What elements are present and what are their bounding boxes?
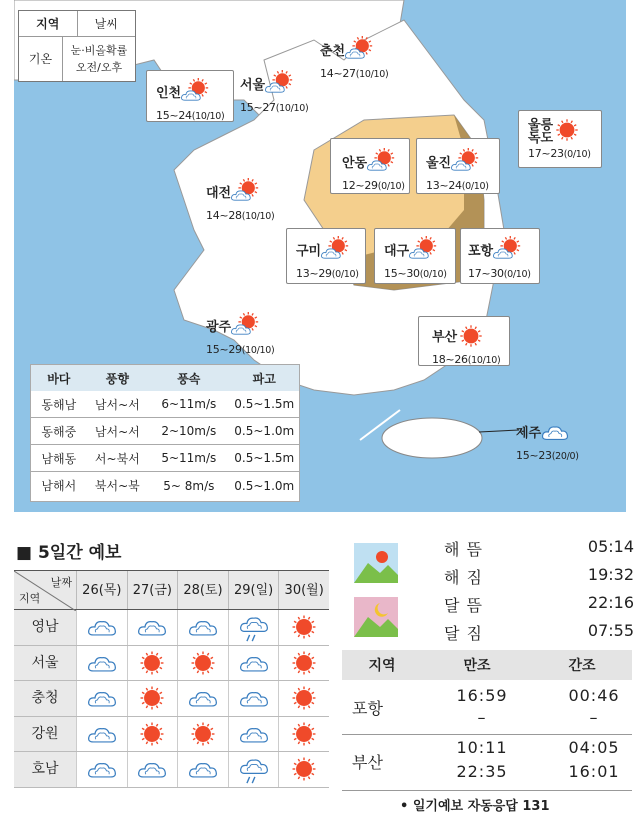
cloud-icon <box>177 752 228 787</box>
sun-icon <box>278 681 329 716</box>
forecast-day: 28(토) <box>177 571 228 609</box>
city-temp: 15~27(10/10) <box>240 101 309 114</box>
city-name: 구미 <box>296 244 322 259</box>
sun-icon <box>553 116 581 147</box>
sun-cloud-icon <box>409 236 437 267</box>
forecast-region: 충청 <box>14 681 76 716</box>
jeju-island <box>382 418 482 458</box>
cloud-icon <box>76 646 127 681</box>
city-label <box>426 148 489 193</box>
city-name: 안동 <box>342 156 368 171</box>
cloud-icon <box>76 752 127 787</box>
forecast-rows <box>14 610 329 788</box>
sun-cloud-icon <box>231 312 259 343</box>
sun-icon <box>127 681 178 716</box>
cloud-icon <box>76 681 127 716</box>
sunrise-time: 05:14 <box>587 537 634 556</box>
city-temp: 17~23(0/10) <box>528 147 591 160</box>
city-name: 대전 <box>206 186 232 201</box>
legend-precip-label: 눈·비올확률 <box>70 44 128 57</box>
rain-icon <box>228 610 279 645</box>
city-temp: 15~30(0/10) <box>384 267 447 280</box>
sun-icon <box>278 646 329 681</box>
legend-region-label: 지역 <box>19 11 78 36</box>
city-name: 제주 <box>516 426 542 441</box>
sun-cloud-icon <box>451 148 479 179</box>
city-temp: 13~24(0/10) <box>426 179 489 192</box>
footer-hotline: • 일기예보 자동응답 131 <box>400 799 550 814</box>
sunrise-label: 해 뜸 <box>444 540 483 559</box>
legend-temp-label: 기온 <box>19 37 63 81</box>
legend-weather-label: 날씨 <box>94 17 118 31</box>
city-name: 광주 <box>206 320 232 335</box>
city-name: 부산 <box>432 330 458 345</box>
city-label <box>516 418 579 463</box>
sun-cloud-icon <box>367 148 395 179</box>
tide-header-region: 지역 <box>368 658 396 674</box>
legend-ampm-label: 오전/오후 <box>75 61 123 74</box>
city-label <box>342 148 405 193</box>
sun-icon <box>177 717 228 752</box>
tide-loc-busan: 부산 <box>352 753 383 772</box>
city-label <box>240 70 308 115</box>
tide-header-low: 간조 <box>568 658 596 674</box>
sea-table-header <box>31 365 299 391</box>
sun-cloud-icon <box>231 178 259 209</box>
city-temp: 14~27(10/10) <box>320 67 389 80</box>
forecast-day: 30(월) <box>278 571 329 609</box>
city-temp: 15~24(10/10) <box>156 109 225 122</box>
city-label <box>206 178 274 223</box>
cloud-icon <box>177 681 228 716</box>
sun-icon <box>278 610 329 645</box>
forecast-header <box>14 570 329 610</box>
cloud-icon <box>76 610 127 645</box>
city-label <box>468 236 531 281</box>
cloud-icon <box>127 752 178 787</box>
forecast-corner <box>14 571 76 609</box>
forecast-row <box>14 610 329 646</box>
city-temp: 18~26(10/10) <box>432 353 501 366</box>
sun-cloud-icon <box>345 36 373 67</box>
sun-icon <box>457 322 485 353</box>
sunset-label: 해 짐 <box>444 568 483 587</box>
city-label <box>432 322 500 367</box>
sea-header-wind-dir: 풍향 <box>105 371 129 386</box>
sun-icon <box>278 717 329 752</box>
sea-header-sea: 바다 <box>47 371 71 386</box>
cloud-icon <box>228 717 279 752</box>
city-label <box>384 236 447 281</box>
forecast-day: 26(목) <box>76 571 127 609</box>
forecast-row <box>14 752 329 788</box>
city-name: 춘천 <box>320 44 346 59</box>
map-legend <box>18 10 136 82</box>
city-label <box>206 312 274 357</box>
city-temp: 13~29(0/10) <box>296 267 359 280</box>
sea-row: 동해남 남서~서 6~11m/s 0.5~1.5m <box>31 391 299 418</box>
sunrise-scene-icon <box>354 543 398 583</box>
city-label <box>320 36 388 81</box>
city-name: 대구 <box>384 244 410 259</box>
moonset-label: 달 짐 <box>444 624 483 643</box>
tide-loc-pohang: 포항 <box>352 699 383 718</box>
city-name: 인천 <box>156 86 182 101</box>
cloud-icon <box>541 418 569 449</box>
city-name: 울릉 독도 <box>528 117 554 146</box>
forecast-day: 29(일) <box>228 571 279 609</box>
tide-divider <box>342 734 632 735</box>
city-temp: 12~29(0/10) <box>342 179 405 192</box>
sea-row: 동해중 남서~서 2~10m/s 0.5~1.0m <box>31 418 299 445</box>
forecast-row <box>14 717 329 753</box>
forecast-title: ■ 5일간 예보 <box>16 543 122 563</box>
sun-icon <box>278 752 329 787</box>
sunset-time: 19:32 <box>587 565 634 584</box>
sun-cloud-icon <box>181 78 209 109</box>
moonrise-label: 달 뜸 <box>444 596 483 615</box>
forecast-region: 강원 <box>14 717 76 752</box>
moonrise-time: 22:16 <box>587 593 634 612</box>
sun-cloud-icon <box>321 236 349 267</box>
city-label <box>156 78 224 123</box>
tide-table: 지역 만조 간조 포항 16:59 – 00:46 – 부산 10:11 22:35 04:05 16:01 <box>342 650 632 790</box>
cloud-icon <box>76 717 127 752</box>
cloud-icon <box>177 610 228 645</box>
tide-header-high: 만조 <box>463 658 491 674</box>
tide-divider <box>342 790 632 791</box>
forecast-row <box>14 681 329 717</box>
rain-icon <box>228 752 279 787</box>
cloud-icon <box>228 646 279 681</box>
city-temp: 15~29(10/10) <box>206 343 275 356</box>
forecast-region: 영남 <box>14 610 76 645</box>
city-name: 울진 <box>426 156 452 171</box>
sun-cloud-icon <box>493 236 521 267</box>
sun-icon <box>127 646 178 681</box>
forecast-region: 서울 <box>14 646 76 681</box>
sea-header-wind-speed: 풍속 <box>177 371 201 386</box>
city-temp: 15~23(20/0) <box>516 449 579 462</box>
sea-table <box>30 364 300 502</box>
corner-region-label: 지역 <box>19 592 41 605</box>
city-label <box>528 116 591 161</box>
forecast-day: 27(금) <box>127 571 178 609</box>
corner-date-label: 날짜 <box>50 576 72 589</box>
moonrise-scene-icon <box>354 597 398 637</box>
sea-row: 남해서 북서~북 5~ 8m/s 0.5~1.0m <box>41 478 295 493</box>
tide-header <box>342 650 632 680</box>
sea-row: 남해동 서~북서 5~11m/s 0.5~1.5m <box>31 445 299 472</box>
sea-header-wave: 파고 <box>252 371 276 386</box>
sun-cloud-icon <box>265 70 293 101</box>
cloud-icon <box>127 610 178 645</box>
moonset-time: 07:55 <box>587 621 634 640</box>
city-name: 포항 <box>468 244 494 259</box>
forecast-grid <box>14 570 329 788</box>
city-label <box>296 236 359 281</box>
city-name: 서울 <box>240 78 266 93</box>
sun-icon <box>177 646 228 681</box>
city-temp: 17~30(0/10) <box>468 267 531 280</box>
forecast-row <box>14 646 329 682</box>
sun-icon <box>127 717 178 752</box>
cloud-icon <box>228 681 279 716</box>
forecast-region: 호남 <box>14 752 76 787</box>
city-temp: 14~28(10/10) <box>206 209 275 222</box>
